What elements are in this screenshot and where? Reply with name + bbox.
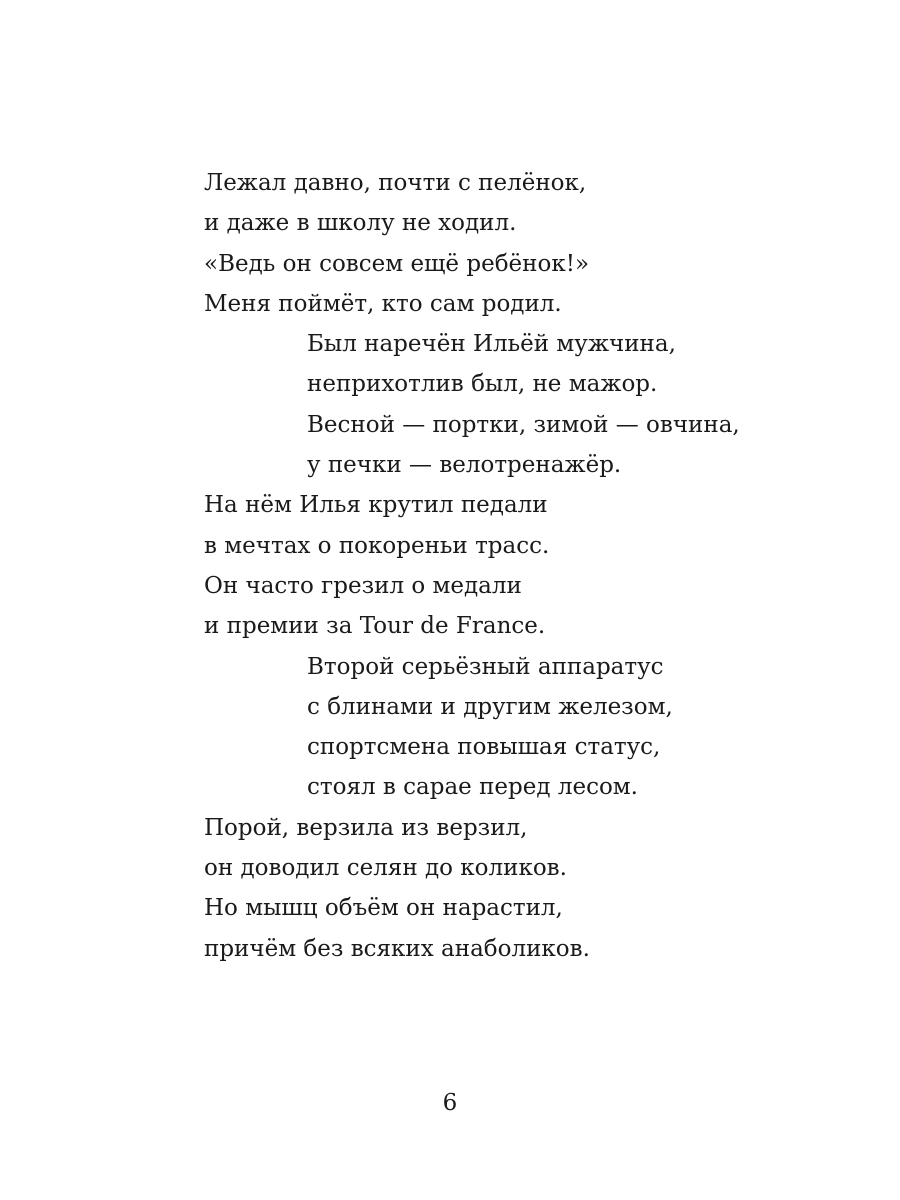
stanza-4: [204, 647, 824, 808]
stanza-5: [204, 808, 824, 969]
poem-line: Он часто грезил о медали: [204, 572, 522, 599]
poem-line: Но мышц объём он нарастил,: [204, 895, 563, 922]
page-number: 6: [442, 1090, 458, 1116]
poem-line: Меня поймёт, кто сам родил.: [204, 290, 562, 317]
stanza-1: [204, 163, 824, 324]
poem-line: и даже в школу не ходил.: [204, 210, 517, 237]
poem-line: с блинами и другим железом,: [307, 693, 673, 720]
poem-line: и премии за Tour de France.: [204, 613, 546, 640]
poem-line: в мечтах о покореньи трасс.: [204, 532, 550, 559]
poem-line: стоял в сарае перед лесом.: [307, 774, 638, 801]
poem-line: «Ведь он совсем ещё ребёнок!»: [204, 250, 590, 277]
stanza-2: [204, 324, 824, 485]
poem-line: причём без всяких анаболиков.: [204, 935, 590, 962]
stanza-3: [204, 485, 824, 646]
poem-line: он доводил селян до коликов.: [204, 855, 567, 882]
poem-line: Был наречён Ильёй мужчина,: [307, 331, 676, 358]
poem: [204, 163, 824, 969]
poem-line: Весной — портки, зимой — овчина,: [307, 411, 740, 438]
poem-line: Порой, верзила из верзил,: [204, 814, 528, 841]
poem-line: спортсмена повышая статус,: [307, 734, 661, 761]
poem-line: неприхотлив был, не мажор.: [307, 371, 658, 398]
poem-line: На нём Илья крутил педали: [204, 492, 548, 519]
poem-line: у печки — велотренажёр.: [307, 452, 622, 479]
poem-line: Лежал давно, почти с пелёнок,: [204, 170, 587, 196]
poem-line: Второй серьёзный аппаратус: [307, 653, 664, 680]
